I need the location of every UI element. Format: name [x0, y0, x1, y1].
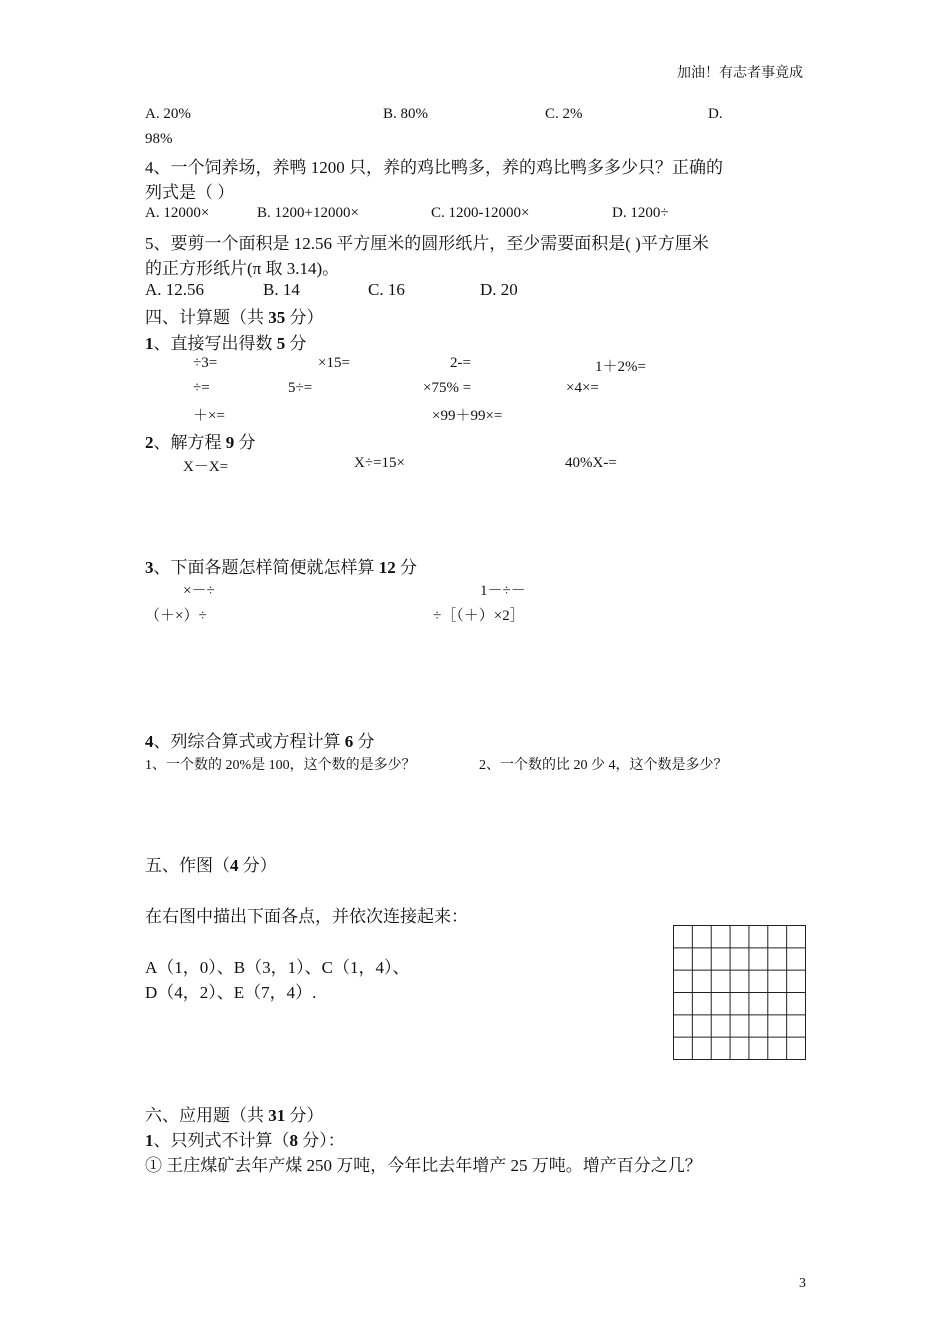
section4-part4-heading: 4、列综合算式或方程计算 6 分 — [145, 732, 375, 751]
section4-title: 四、计算题（共 35 分） — [145, 308, 324, 327]
equation: 40%X-= — [565, 455, 617, 471]
oral-item: ＋×= — [193, 408, 225, 424]
equation: X－X= — [183, 459, 229, 475]
q5-stem-line1: 5、要剪一个面积是 12.56 平方厘米的圆形纸片，至少需要面积是( )平方厘米 — [145, 234, 709, 253]
q3-option-d-value: 98% — [145, 131, 173, 147]
page-number: 3 — [799, 1276, 806, 1291]
q5-option-a: A. 12.56 — [145, 280, 205, 299]
oral-item: 2-= — [450, 355, 471, 371]
oral-item: 1＋2%= — [595, 359, 646, 375]
q4-option-a: A. 12000× — [145, 205, 210, 221]
q5-option-d: D. 20 — [480, 280, 518, 299]
section5-instruction: 在右图中描出下面各点，并依次连接起来： — [145, 907, 468, 926]
oral-item: ×4×= — [566, 380, 599, 396]
oral-item: ×75% = — [423, 380, 472, 396]
section4-part3-heading: 3、下面各题怎样简便就怎样算 12 分 — [145, 558, 417, 577]
q4-stem-line2: 列式是（ ） — [145, 183, 235, 202]
oral-item: ×15= — [318, 355, 350, 371]
q4-stem-line1: 4、一个饲养场，养鸭 1200 只，养的鸡比鸭多，养的鸡比鸭多多少只？正确的 — [145, 158, 723, 177]
q3-option-b: B. 80% — [383, 106, 428, 122]
simplify-item: ×－÷ — [183, 583, 215, 599]
simplify-item: （＋×）÷ — [145, 608, 207, 624]
points-line1: A（1，0）、B（3，1）、C（1，4）、 — [145, 958, 410, 977]
simplify-item: 1－÷－ — [480, 583, 526, 599]
q4-option-c: C. 1200-12000× — [431, 205, 530, 221]
oral-item: ÷3= — [193, 355, 218, 371]
section5-title: 五、作图（4 分） — [145, 856, 277, 875]
equation: X÷=15× — [354, 455, 405, 471]
q3-option-c: C. 2% — [545, 106, 583, 122]
coordinate-grid — [673, 925, 806, 1060]
section4-part1-heading: 1、直接写出得数 5 分 — [145, 334, 307, 353]
q4-option-b: B. 1200+12000× — [257, 205, 359, 221]
points-line2: D（4，2）、E（7，4）. — [145, 983, 317, 1002]
simplify-item: ÷［（＋）×2］ — [433, 608, 525, 624]
oral-item: ÷= — [193, 380, 210, 396]
section6-part1-heading: 1、只列式不计算（8 分）： — [145, 1131, 345, 1150]
q5-stem-line2: 的正方形纸片(π 取 3.14)。 — [145, 259, 340, 278]
oral-item: 5÷= — [288, 380, 313, 396]
q5-option-c: C. 16 — [368, 280, 405, 299]
q3-option-a: A. 20% — [145, 106, 191, 122]
application-problem: ① 王庄煤矿去年产煤 250 万吨，今年比去年增产 25 万吨。增产百分之几？ — [145, 1156, 702, 1175]
q4-option-d: D. 1200÷ — [612, 205, 669, 221]
section6-title: 六、应用题（共 31 分） — [145, 1106, 324, 1125]
section4-part2-heading: 2、解方程 9 分 — [145, 433, 256, 452]
word-problem: 2、一个数的比 20 少 4，这个数是多少？ — [479, 758, 728, 773]
word-problem: 1、一个数的 20%是 100，这个数的是多少？ — [145, 758, 416, 773]
q3-option-d: D. — [708, 106, 723, 122]
oral-item: ×99＋99×= — [432, 408, 503, 424]
header-motto: 加油！有志者事竟成 — [677, 66, 803, 81]
q5-option-b: B. 14 — [263, 280, 300, 299]
